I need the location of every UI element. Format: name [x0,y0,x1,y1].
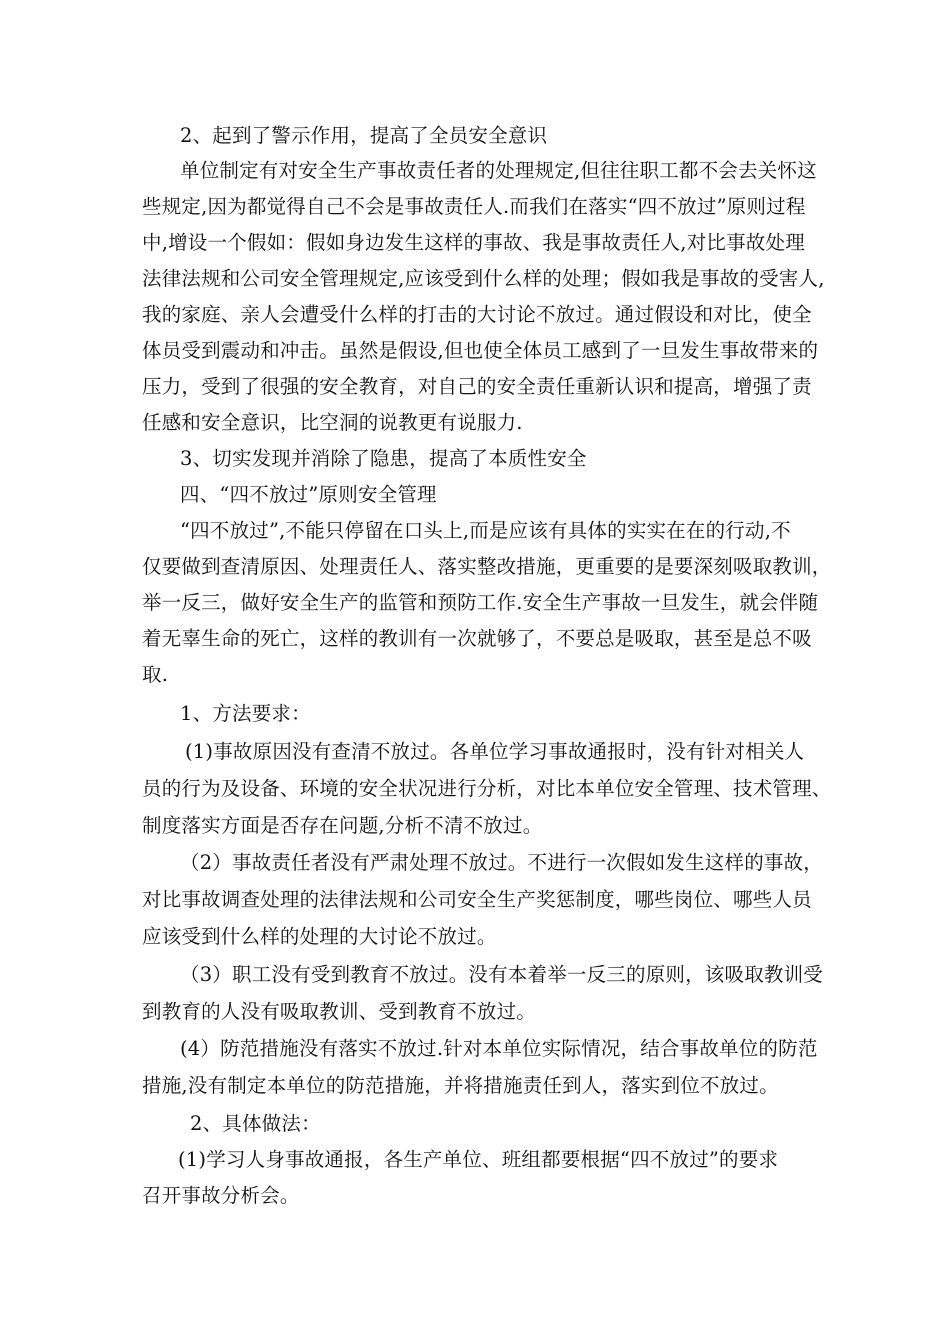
text-line: 我的家庭、亲人会遭受什么样的打击的大讨论不放过。通过假设和对比，使全 [142,303,812,326]
text-line: 举一反三，做好安全生产的监管和预防工作.安全生产事故一旦发生，就会伴随 [142,591,819,614]
text-line: 3、切实发现并消除了隐患，提高了本质性安全 [180,447,587,470]
text-line: 着无辜生命的死亡，这样的教训有一次就够了，不要总是吸取，甚至是总不吸 [142,627,812,650]
text-line: 措施,没有制定本单位的防范措施，并将措施责任到人，落实到位不放过。 [142,1074,779,1097]
text-line: 法律法规和公司安全管理规定,应该受到什么样的处理；假如我是事故的受害人, [142,267,825,290]
text-line: 员的行为及设备、环境的安全状况进行分析，对比本单位安全管理、技术管理、 [142,777,832,800]
section-heading: 四、“四不放过”原则安全管理 [180,483,437,506]
text-line: （3）职工没有受到教育不放过。没有本着举一反三的原则，该吸取教训受 [180,963,824,986]
text-line: 2、起到了警示作用，提高了全员安全意识 [180,124,548,147]
text-line: 些规定,因为都觉得自己不会是事故责任人.而我们在落实“四不放过”原则过程 [142,195,806,218]
text-line: (1)事故原因没有查清不放过。各单位学习事故通报时，没有针对相关人 [185,740,805,763]
text-line: 任感和安全意识，比空洞的说教更有说服力. [142,411,523,434]
subsection-heading: 2、具体做法： [190,1112,321,1135]
text-line: (4）防范措施没有落实不放过.针对本单位实际情况，结合事故单位的防范 [180,1037,818,1060]
text-line: 仅要做到查清原因、处理责任人、落实整改措施，更重要的是要深刻吸取教训， [142,555,832,578]
text-line: 应该受到什么样的处理的大讨论不放过。 [142,925,497,948]
text-line: 取. [142,663,169,686]
text-line: “四不放过”,不能只停留在口头上,而是应该有具体的实实在在的行动,不 [180,519,791,542]
text-line: 压力，受到了很强的安全教育，对自己的安全责任重新认识和提高，增强了责 [142,375,812,398]
subsection-heading: 1、方法要求： [180,702,311,725]
text-line: 制度落实方面是否存在问题,分析不清不放过。 [142,814,543,837]
text-line: 召开事故分析会。 [142,1184,300,1207]
text-line: 中,增设一个假如：假如身边发生这样的事故、我是事故责任人,对比事故处理 [142,231,805,254]
text-line: 单位制定有对安全生产事故责任者的处理规定,但往往职工都不会去关怀这 [180,159,817,182]
text-line: 体员受到震动和冲击。虽然是假设,但也使全体员工感到了一旦发生事故带来的 [142,339,819,362]
text-line: 到教育的人没有吸取教训、受到教育不放过。 [142,1000,537,1023]
text-line: （2）事故责任者没有严肃处理不放过。不进行一次假如发生这样的事故， [180,851,824,874]
text-line: (1)学习人身事故通报，各生产单位、班组都要根据“四不放过”的要求 [178,1148,779,1171]
text-line: 对比事故调查处理的法律法规和公司安全生产奖惩制度，哪些岗位、哪些人员 [142,888,812,911]
